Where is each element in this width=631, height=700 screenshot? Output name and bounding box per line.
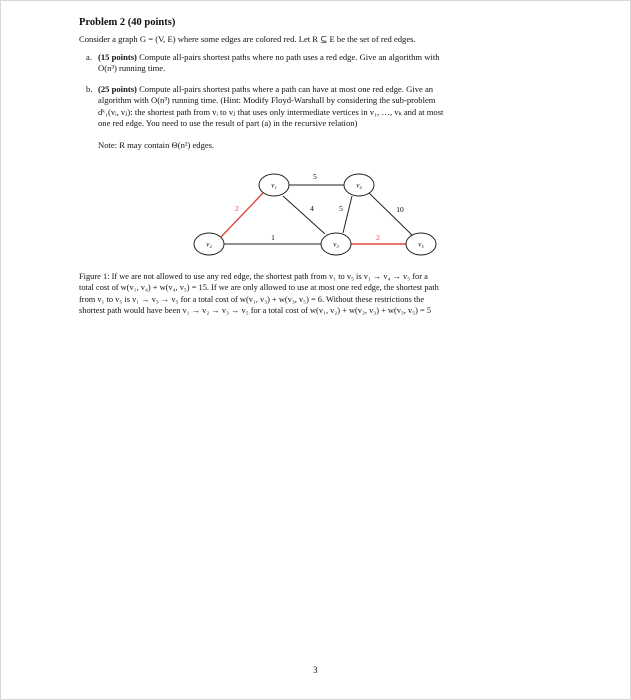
part-a-line-1: (15 points) Compute all-pairs shortest paths where no path uses a red edge. Give an algorithm with: [98, 52, 440, 62]
edge-v1-v2: [221, 193, 263, 237]
caption-line-3: from v₁ to v₅ is v₁ → v₃ → v₅ for a total cost of w(v₁, v₃) + w(v₃, v₅) = 6. Without these restrictions the: [79, 294, 425, 304]
weight-v2-v3: 1: [271, 233, 275, 242]
part-b-points: (25 points): [98, 84, 137, 94]
node-v1-label: v₁: [271, 181, 277, 190]
part-a-points: (15 points): [98, 52, 137, 62]
part-b-line-3: dᵏ₁(vᵢ, vⱼ): the shortest path from vᵢ to vⱼ that uses only intermediate vertices in v₁, …, vₖ and at most: [98, 106, 444, 117]
edge-v1-v3: [283, 196, 325, 234]
problem-intro: Consider a graph G = (V, E) where some edges are colored red. Let R ⊆ E be the set of red edges.: [79, 34, 416, 44]
part-b-line-2: algorithm with O(n³) running time. (Hint: Modify Floyd-Warshall by considering the sub-problem: [98, 95, 436, 106]
part-a-line-2: O(n³) running time.: [98, 63, 166, 74]
caption-line-4: shortest path would have been v₁ → v₂ → v₃ → v₅ for a total cost of w(v₁, v₂) + w(v₂, v₃) + w(v₃, v₅) = 5: [79, 306, 432, 316]
edge-v4-v5: [369, 193, 412, 235]
weight-v4-v5: 10: [396, 205, 404, 214]
weight-v1-v3: 4: [310, 204, 314, 213]
weight-v1-v4: 5: [313, 172, 317, 181]
node-v3-label: v₃: [333, 240, 339, 249]
part-a-marker: a.: [86, 52, 92, 62]
page-number: 3: [313, 665, 318, 675]
graph-figure: [1, 1, 631, 301]
weight-v1-v2: 2: [235, 204, 239, 213]
part-b-note: Note: R may contain Θ(n²) edges.: [98, 140, 215, 150]
caption-line-2: total cost of w(v₁, v₄) + w(v₄, v₅) = 15. If we are only allowed to use at most one red edge, the shortest path: [79, 283, 439, 293]
weight-v4-v3: 5: [339, 204, 343, 213]
part-b-line-1: (25 points) Compute all-pairs shortest paths where a path can have at most one red edge. Give an: [98, 84, 434, 94]
node-v2-label: v₂: [206, 240, 212, 249]
caption-line-1: Figure 1: If we are not allowed to use any red edge, the shortest path from v₁ to v₅ is v₁ → v₄ → v₅ for a: [79, 272, 428, 281]
node-v4-label: v₄: [356, 181, 362, 190]
figure-caption: [79, 271, 559, 317]
part-b-line-4: one red edge. You need to use the result of part (a) in the recursive relation): [98, 117, 358, 128]
edge-v4-v3: [343, 196, 352, 233]
weight-v3-v5: 2: [376, 233, 380, 242]
node-v5-label: v₅: [418, 240, 424, 249]
problem-heading: Problem 2 (40 points): [79, 17, 176, 28]
part-b-marker: b.: [86, 84, 93, 94]
